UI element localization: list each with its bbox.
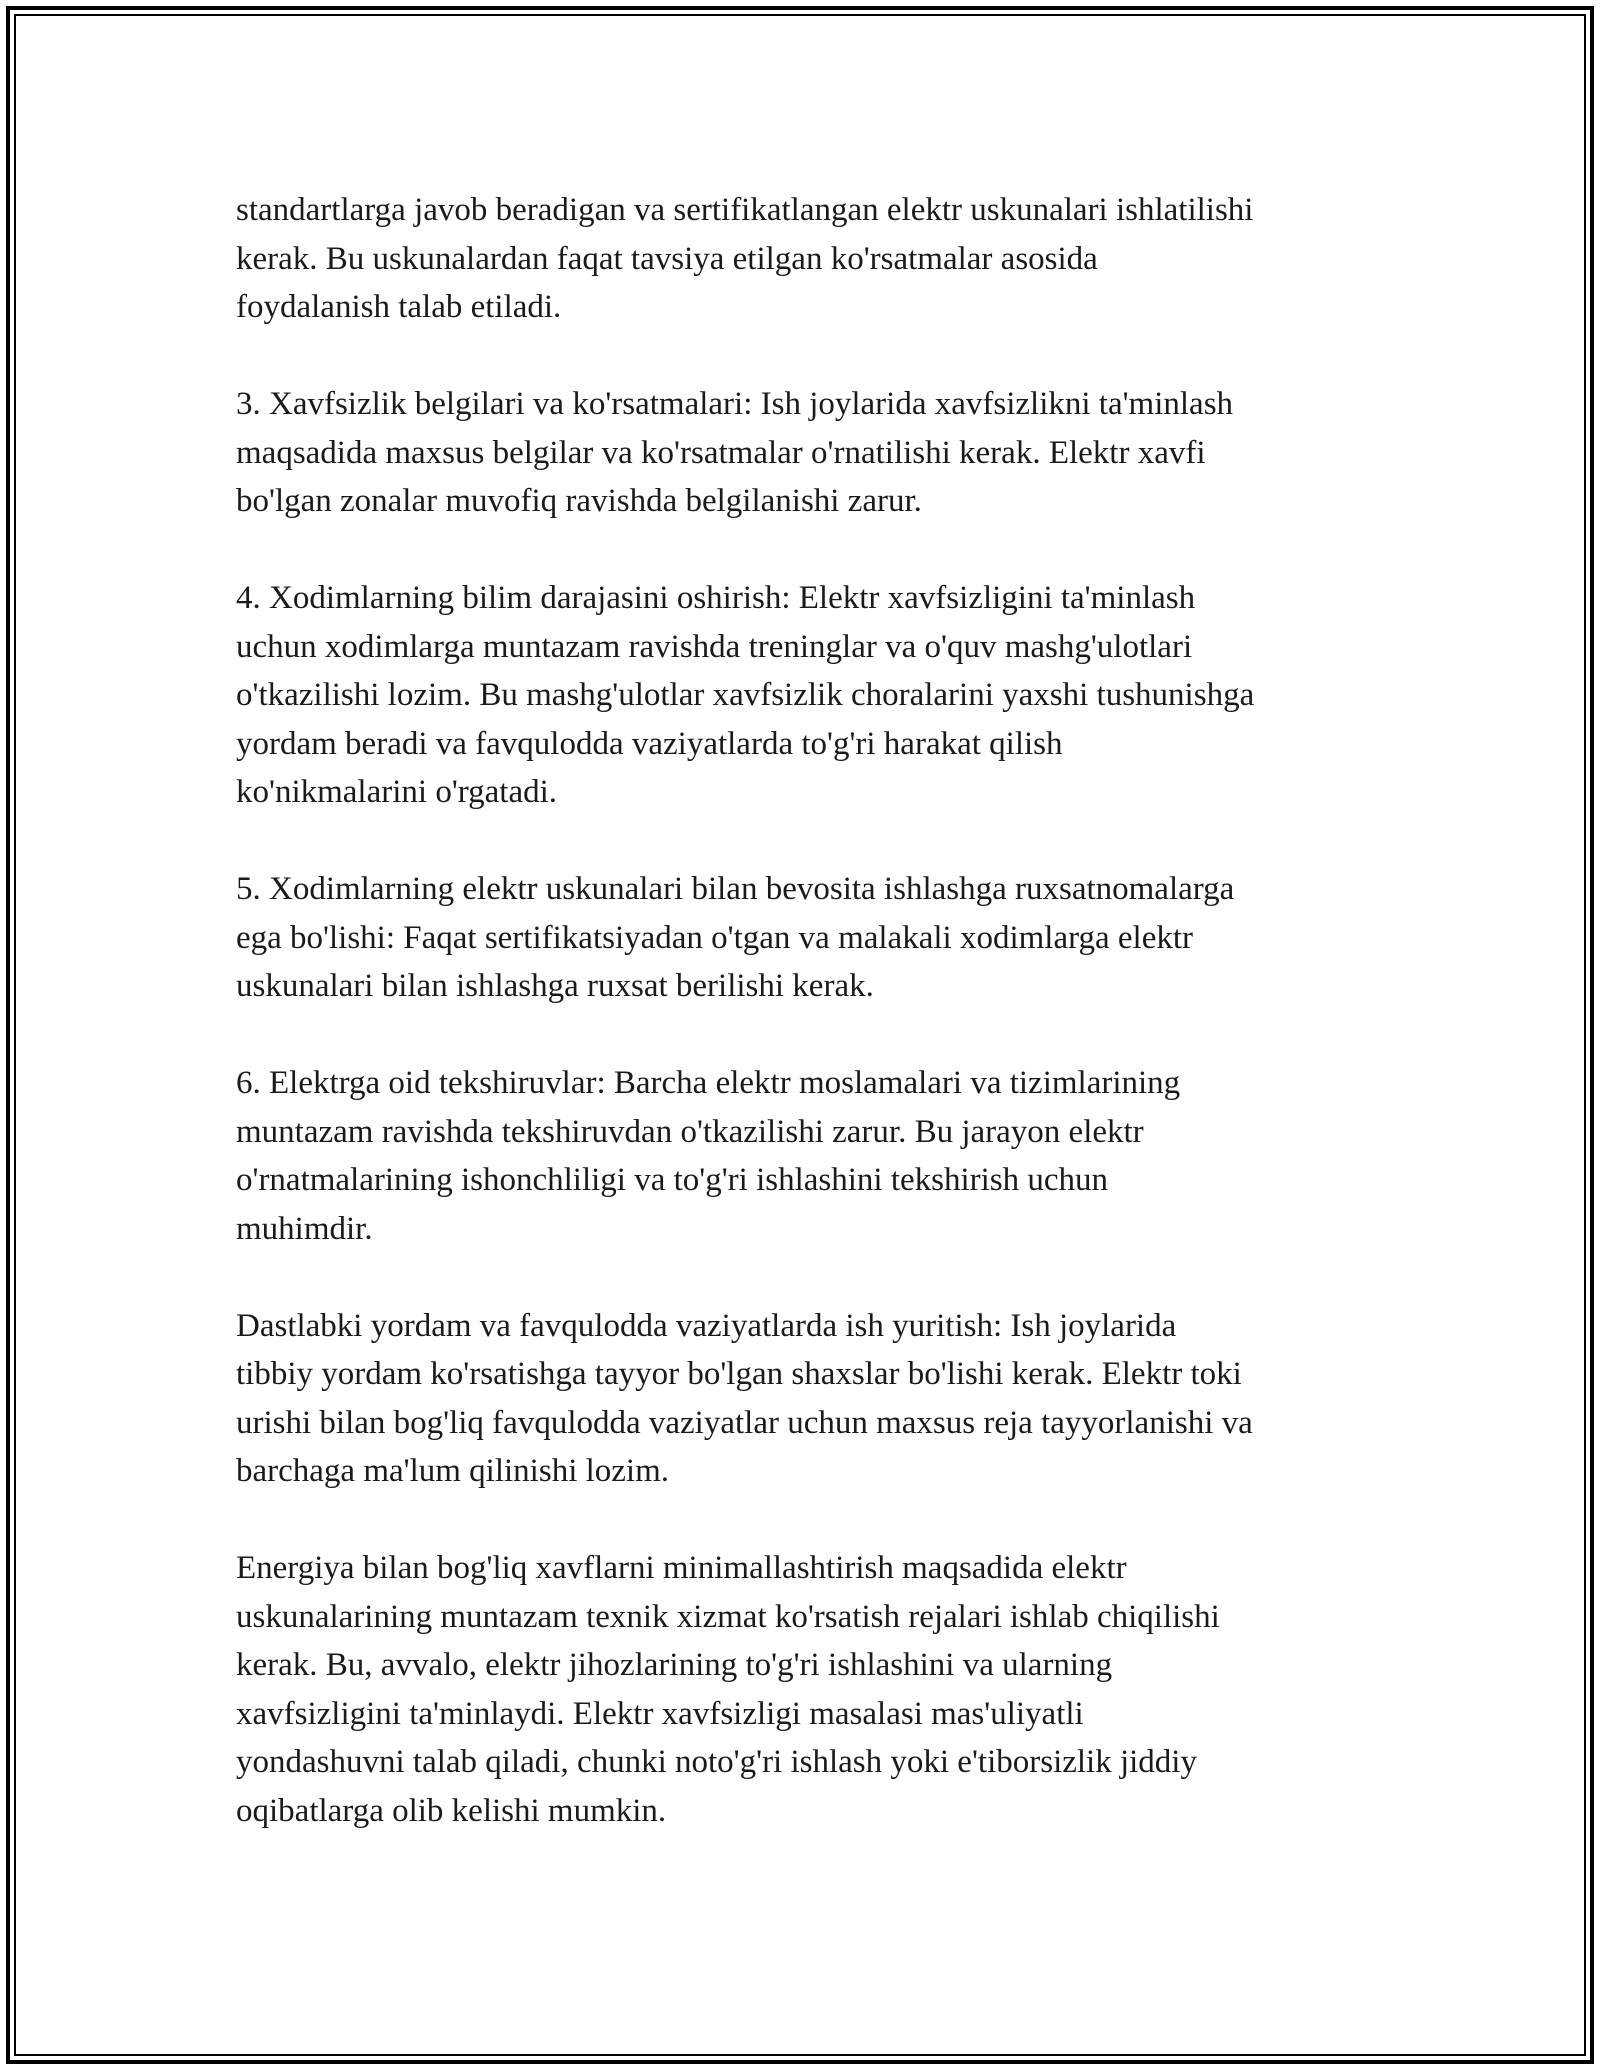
text-line: uskunalarining muntazam texnik xizmat ko'rsatish rejalari ishlab chiqilishi (236, 1598, 1220, 1635)
text-line: muhimdir. (236, 1210, 373, 1247)
text-line: tibbiy yordam ko'rsatishga tayyor bo'lgan shaxslar bo'lishi kerak. Elektr toki (236, 1356, 1242, 1392)
paragraph-equipment-standards (236, 186, 1396, 332)
paragraph-safety-signs (236, 380, 1396, 526)
text-line: 3. Xavfsizlik belgilari va ko'rsatmalari: Ish joylarida xavfsizlikni ta'minlash (236, 386, 1234, 422)
text-line: kerak. Bu, avvalo, elektr jihozlarining to'g'ri ishlashini va ularning (236, 1647, 1113, 1683)
text-line: yordam beradi va favqulodda vaziyatlarda to'g'ri harakat qilish (236, 725, 1063, 762)
text-line: muntazam ravishda tekshiruvdan o'tkazilishi zarur. Bu jarayon elektr (236, 1113, 1144, 1150)
text-line: Dastlabki yordam va favqulodda vaziyatlarda ish yuritish: Ish joylarida (236, 1307, 1177, 1344)
text-line: foydalanish talab etiladi. (236, 289, 562, 325)
text-line: kerak. Bu uskunalardan faqat tavsiya etilgan ko'rsatmalar asosida (236, 240, 1098, 277)
text-line: ega bo'lishi: Faqat sertifikatsiyadan o'tgan va malakali xodimlarga elektr (236, 919, 1193, 956)
text-line: 5. Xodimlarning elektr uskunalari bilan bevosita ishlashga ruxsatnomalarga (236, 871, 1235, 907)
document-body (236, 186, 1396, 1884)
text-line: o'tkazilishi lozim. Bu mashg'ulotlar xavfsizlik choralarini yaxshi tushunishga (236, 677, 1255, 713)
text-line: bo'lgan zonalar muvofiq ravishda belgilanishi zarur. (236, 483, 922, 519)
paragraph-staff-training (236, 574, 1396, 817)
text-line: xavfsizligini ta'minlaydi. Elektr xavfsizligi masalasi mas'uliyatli (236, 1695, 1084, 1732)
paragraph-work-permits (236, 865, 1396, 1011)
text-line: uchun xodimlarga muntazam ravishda treninglar va o'quv mashg'ulotlari (236, 628, 1193, 665)
text-line: o'rnatmalarining ishonchliligi va to'g'ri ishlashini tekshirish uchun (236, 1162, 1109, 1198)
text-line: standartlarga javob beradigan va sertifikatlangan elektr uskunalari ishlatilishi (236, 192, 1254, 228)
text-line: uskunalari bilan ishlashga ruxsat berilishi kerak. (236, 968, 874, 1004)
text-line: oqibatlarga olib kelishi mumkin. (236, 1792, 667, 1829)
paragraph-maintenance-plans (236, 1544, 1396, 1835)
text-line: yondashuvni talab qiladi, chunki noto'g'ri ishlash yoki e'tiborsizlik jiddiy (236, 1744, 1197, 1780)
paragraph-first-aid (236, 1302, 1396, 1496)
paragraph-electrical-inspections (236, 1059, 1396, 1253)
text-line: urishi bilan bog'liq favqulodda vaziyatlar uchun maxsus reja tayyorlanishi va (236, 1404, 1253, 1441)
text-line: maqsadida maxsus belgilar va ko'rsatmalar o'rnatilishi kerak. Elektr xavfi (236, 434, 1206, 471)
text-line: barchaga ma'lum qilinishi lozim. (236, 1453, 670, 1489)
text-line: Energiya bilan bog'liq xavflarni minimallashtirish maqsadida elektr (236, 1550, 1127, 1586)
text-line: 4. Xodimlarning bilim darajasini oshirish: Elektr xavfsizligini ta'minlash (236, 580, 1196, 616)
text-line: ko'nikmalarini o'rgatadi. (236, 774, 558, 810)
text-line: 6. Elektrga oid tekshiruvlar: Barcha elektr moslamalari va tizimlarining (236, 1065, 1181, 1101)
